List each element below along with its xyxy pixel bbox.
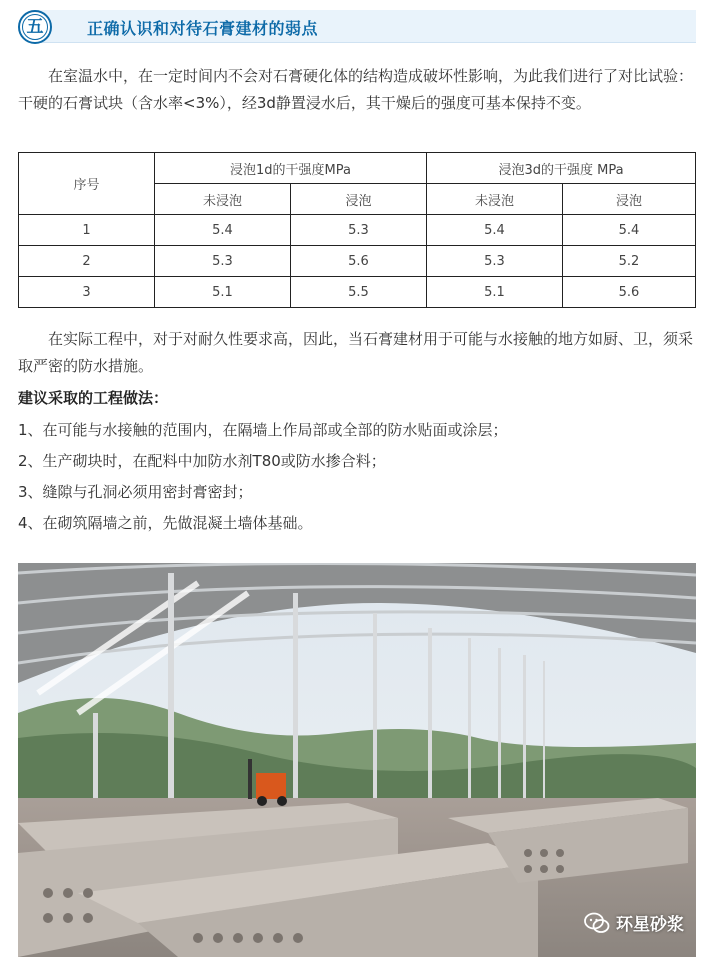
table-row	[19, 215, 696, 246]
cell-1d-unsoaked: 5.3	[155, 246, 291, 277]
suggestion-item: 1、在可能与水接触的范围内，在隔墙上作局部或全部的防水贴面或涂层；	[18, 421, 508, 439]
intro-paragraph: 在室温水中，在一定时间内不会对石膏硬化体的结构造成破坏性影响，为此我们进行了对比试验：干硬的石膏试块（含水率<3%），经3d静置浸水后，其干燥后的强度可基本保持不变。	[18, 67, 694, 112]
suggestion-item: 4、在砌筑隔墙之前，先做混凝土墙体基础。	[18, 514, 313, 532]
cell-index: 2	[19, 246, 155, 277]
table-row	[19, 246, 696, 277]
suggestion-heading: 建议采取的工程做法：	[18, 389, 169, 407]
cell-3d-unsoaked: 5.4	[427, 215, 563, 246]
cell-1d-unsoaked: 5.1	[155, 277, 291, 308]
header-1d-unsoaked: 未浸泡	[155, 184, 291, 215]
cell-1d-unsoaked: 5.4	[155, 215, 291, 246]
section-number-badge	[18, 10, 52, 44]
header-1d-group: 浸泡1d的干强度MPa	[155, 153, 427, 184]
watermark	[584, 910, 684, 935]
header-3d-group: 浸泡3d的干强度 MPa	[427, 153, 696, 184]
cell-3d-soaked: 5.2	[563, 246, 696, 277]
factory-photo	[18, 563, 696, 957]
header-3d-soaked: 浸泡	[563, 184, 696, 215]
table-row	[19, 277, 696, 308]
practice-paragraph: 在实际工程中，对于对耐久性要求高，因此，当石膏建材用于可能与水接触的地方如厨、卫，须采取严密的防水措施。	[18, 330, 694, 375]
cell-1d-soaked: 5.6	[291, 246, 427, 277]
section-title: 正确认识和对待石膏建材的弱点	[87, 19, 319, 38]
cell-index: 3	[19, 277, 155, 308]
strength-table	[18, 152, 696, 308]
header-1d-soaked: 浸泡	[291, 184, 427, 215]
wechat-icon	[584, 912, 610, 934]
cell-3d-soaked: 5.6	[563, 277, 696, 308]
cell-index: 1	[19, 215, 155, 246]
header-3d-unsoaked: 未浸泡	[427, 184, 563, 215]
cell-3d-unsoaked: 5.1	[427, 277, 563, 308]
section-header	[18, 10, 696, 44]
suggestion-item: 2、生产砌块时，在配料中加防水剂T80或防水掺合料；	[18, 452, 386, 470]
cell-1d-soaked: 5.5	[291, 277, 427, 308]
header-index: 序号	[19, 153, 155, 215]
cell-3d-unsoaked: 5.3	[427, 246, 563, 277]
section-number: 五	[22, 14, 48, 40]
cell-1d-soaked: 5.3	[291, 215, 427, 246]
watermark-text: 环星砂浆	[616, 915, 684, 935]
cell-3d-soaked: 5.4	[563, 215, 696, 246]
factory-photo-illustration	[18, 563, 696, 957]
suggestion-item: 3、缝隙与孔洞必须用密封膏密封；	[18, 483, 253, 501]
